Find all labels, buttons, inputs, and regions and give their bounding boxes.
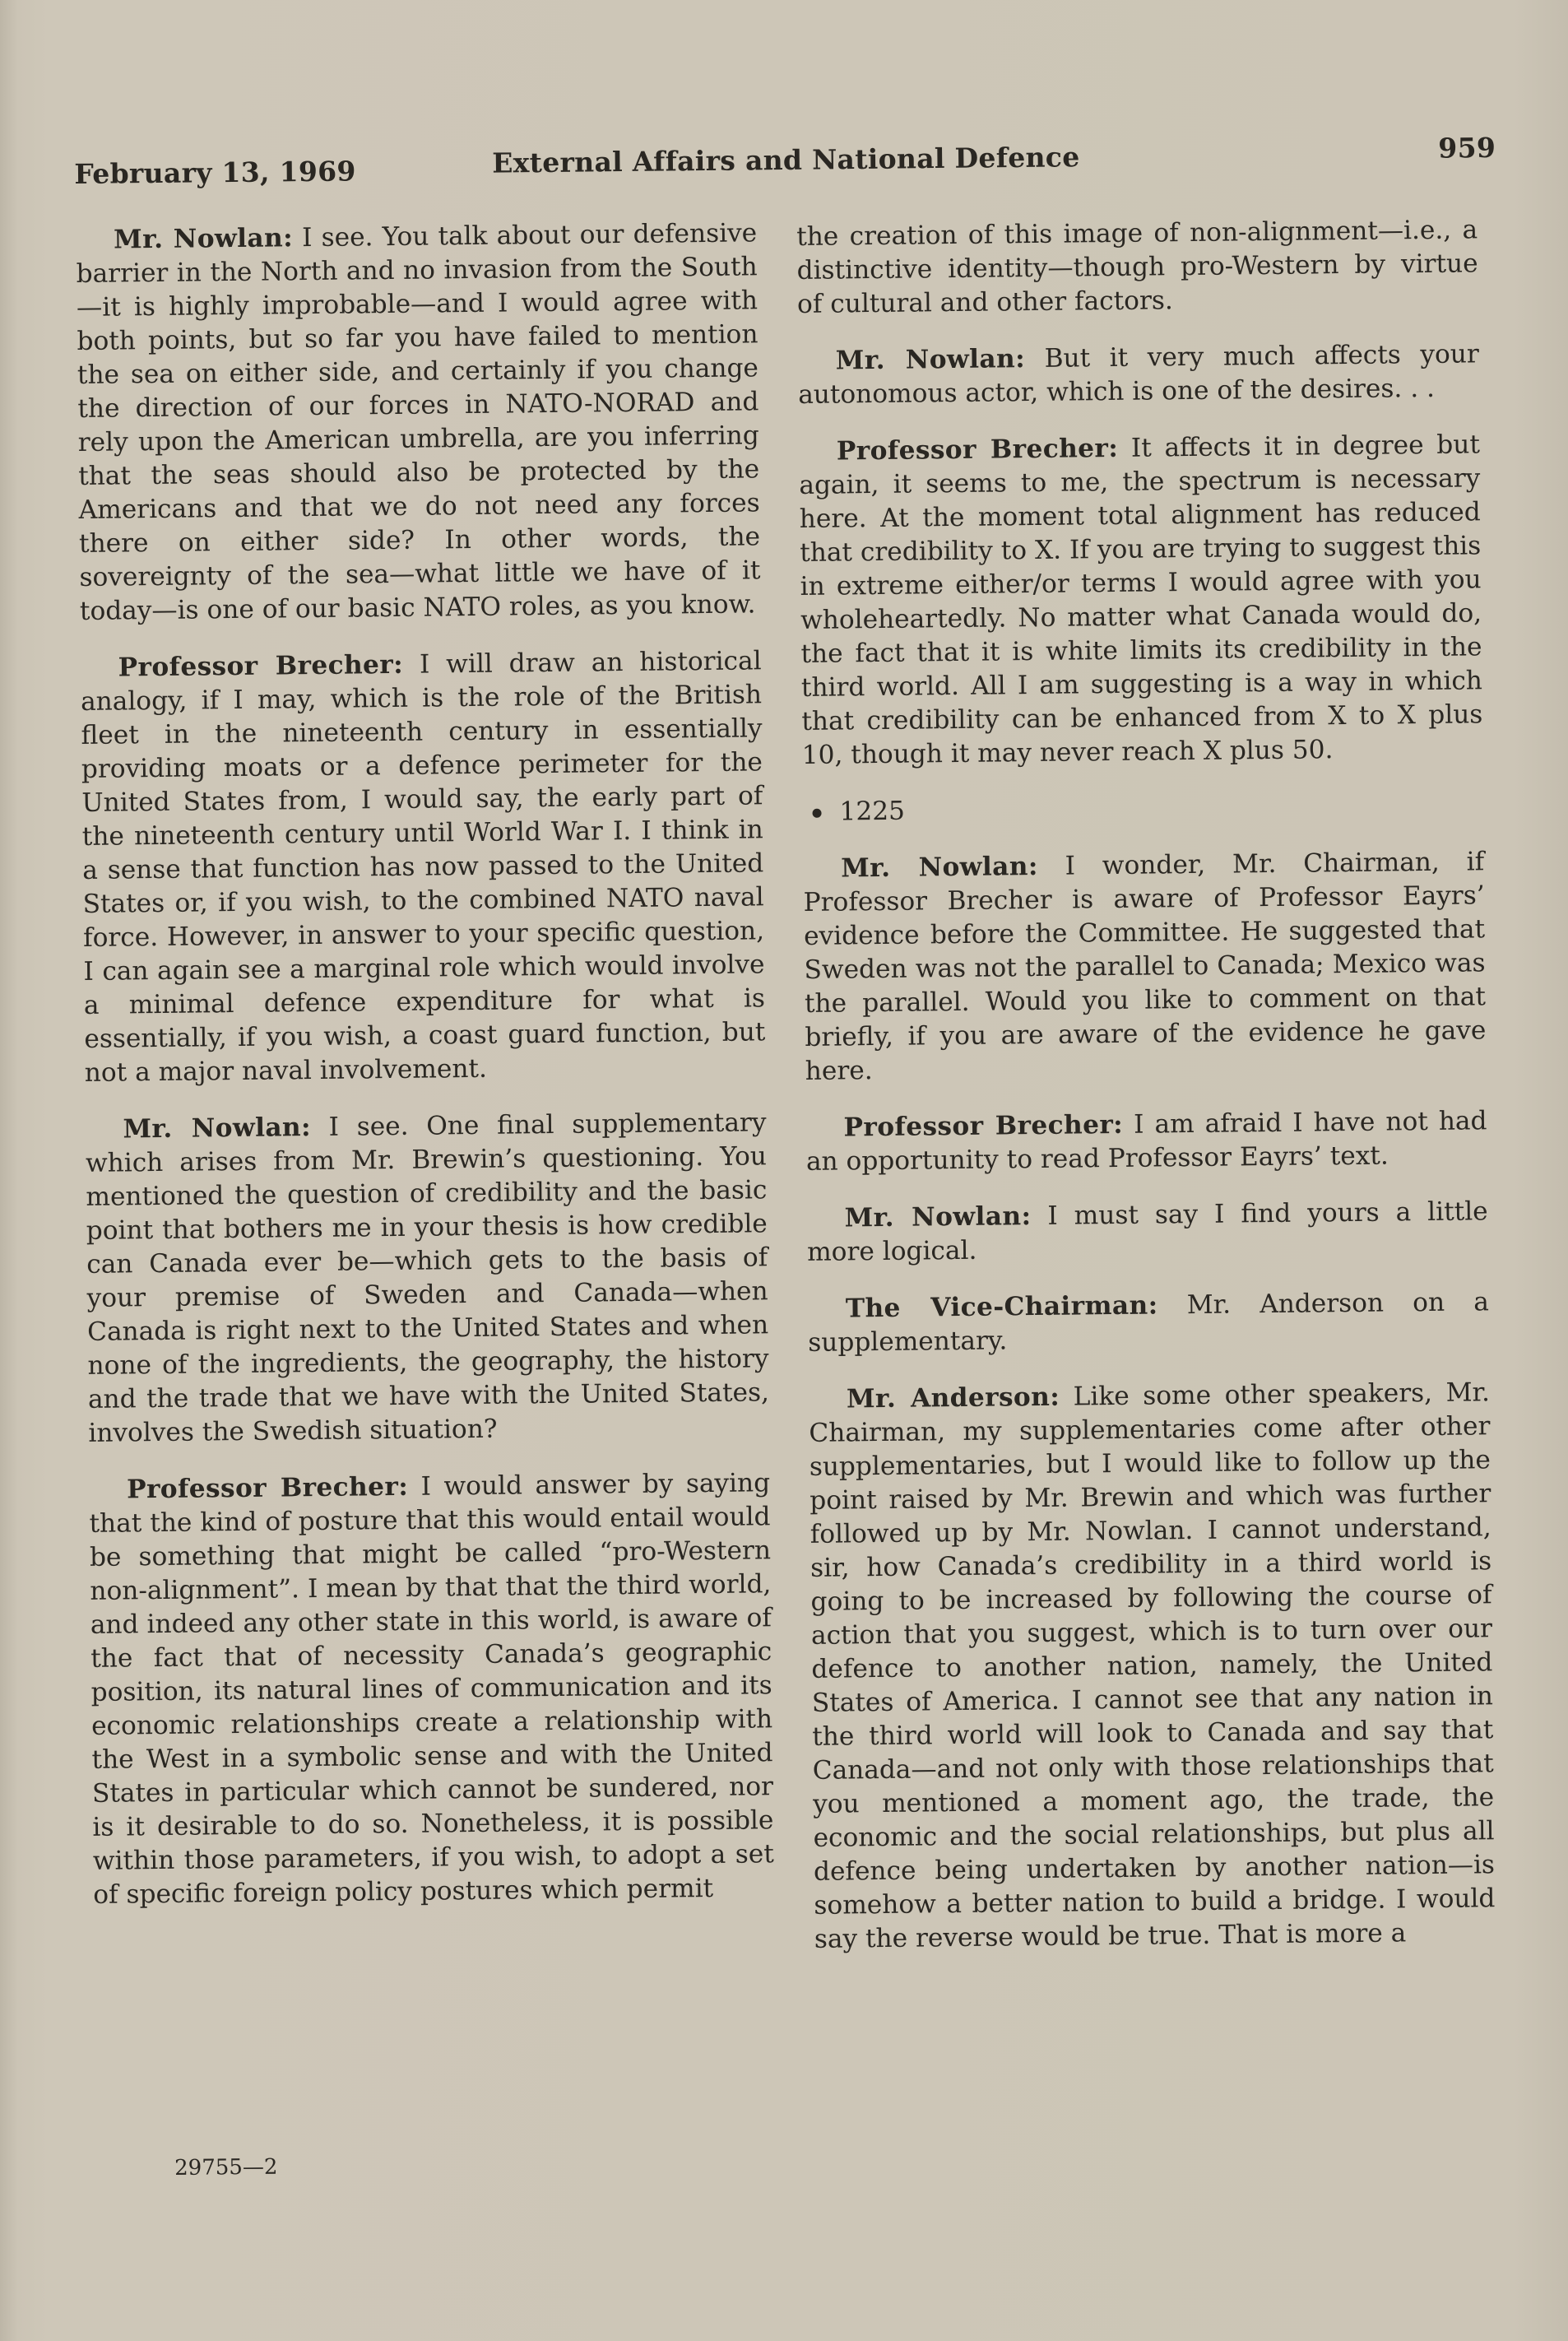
paragraph	[806, 1195, 1488, 1270]
time-marker	[812, 788, 1483, 829]
paragraph	[809, 1376, 1496, 1957]
paragraph-text: Like some other speakers, Mr. Chairman, my supplementaries come after other supplementaries, but I would like to follow up the point raised by Mr. Brewin and which was further followed up by Mr. Nowlan. I cannot understand, sir, how Canada’s credibility in a third world is going to be increased by following the course of action that you suggest, which is to turn over our defence to another nation, namely, the United States of America. I cannot see that any nation in the third world will look to Canada and say that Canada—and not only with those relationships that you mentioned a moment ago, the trade, the economic and the social relationships, but plus all defence being undertaken by another nation—is somehow a better nation to build a bridge. I would say the reverse would be true. That is more a	[809, 1377, 1496, 1954]
paragraph-text: But it very much affects your autonomous actor, which is one of the desires. . .	[798, 339, 1479, 410]
right-column	[796, 213, 1496, 1980]
time-marker-text: 1225	[839, 796, 906, 827]
speaker-name: Mr. Nowlan:	[841, 851, 1038, 884]
paragraph-text: I wonder, Mr. Chairman, if Professor Brecher is aware of Professor Eayrs’ evidence before the Committee. He suggested that Sweden was not the parallel to Canada; Mexico was the parallel. Would you like to comment on that briefly, if you are aware of the evidence he gave here.	[803, 847, 1487, 1086]
paragraph-text: I will draw an historical analogy, if I may, which is the role of the British fleet in the nineteenth century in essentially providing moats or a defence perimeter for the United States from, I would say, the early part of the nineteenth century until World War I. I think in a sense that function has now passed to the United States or, if you wish, to the combined NATO naval force. However, in answer to your specific question, I can again see a marginal role which would involve a minimal defence expenditure for what is essentially, if you wish, a coast guard function, but not a major naval involvement.	[80, 646, 766, 1088]
speaker-name: Professor Brecher:	[118, 649, 404, 683]
running-head	[74, 132, 1498, 196]
paragraph-text: I see. One final supplementary which arises from Mr. Brewin’s questioning. You mentioned the question of credibility and the basic point that bothers me in your thesis is how credible can Canada ever be—which gets to the basis of your premise of Sweden and Canada—when Canada is right next to the United States and when none of the ingredients, the geography, the history and the trade that we have with the United States, involves the Swedish situation?	[85, 1108, 770, 1448]
continuation-paragraph: the creation of this image of non-alignment—i.e., a distinctive identity—though pro-Western by virtue of cultural and other factors.	[796, 215, 1478, 319]
header-date: February 13, 1969	[74, 155, 356, 190]
left-column	[76, 216, 775, 1935]
header-title: External Affairs and National Defence	[492, 141, 1080, 179]
speaker-name: Mr. Nowlan:	[123, 1112, 312, 1145]
paragraph	[76, 216, 761, 629]
paragraph	[80, 644, 766, 1090]
footer-code: 29755—2	[174, 2154, 278, 2181]
speaker-name: Professor Brecher:	[843, 1109, 1124, 1143]
paragraph	[85, 1106, 769, 1451]
paragraph	[808, 1285, 1490, 1360]
speaker-name: Mr. Nowlan:	[844, 1201, 1032, 1233]
page-number: 959	[1438, 131, 1496, 165]
paragraph-text: I am afraid I have not had an opportunity to read Professor Eayrs’ text.	[805, 1106, 1487, 1177]
speaker-name: The Vice-Chairman:	[845, 1290, 1158, 1324]
paragraph-text: I would answer by saying that the kind of posture that this would entail would be something that might be called “pro-Western non-alignment”. I mean by that that the third world, and indeed any other state in this world, is aware of the fact that of necessity Canada’s geographic position, its natural lines of communication and its economic relationships create a relationship with the West in a symbolic sense and with the United States in particular which cannot be sundered, nor is it desirable to do so. Nonetheless, it is possible within those parameters, if you wish, to adopt a set of specific foreign policy postures which permit	[89, 1468, 774, 1910]
bullet-icon	[812, 809, 821, 818]
speaker-name: Professor Brecher:	[836, 433, 1119, 467]
paragraph	[805, 1104, 1487, 1179]
paragraph	[798, 337, 1480, 412]
paragraph-text: Mr. Anderson on a supplementary.	[808, 1287, 1489, 1358]
paragraph	[803, 845, 1487, 1089]
paragraph-text: I must say I find yours a little more logical.	[806, 1196, 1488, 1267]
paragraph-text: I see. You talk about our defensive barrier in the North and no invasion from the South—it is highly improbable—and I would agree with both points, but so far you have failed to mention the sea on either side, and certainly if you change the direction of our forces in NATO-NORAD and rely upon the American umbrella, are you inferring that the seas should also be protected by the Americans and that we do not need any forces there on either side? In other words, the sovereignty of the sea—what little we have of it today—is one of our basic NATO roles, as you know.	[76, 218, 761, 626]
paragraph-text: It affects it in degree but again, it seems to me, the spectrum is necessary here. At the moment total alignment has reduced that credibility to X. If you are trying to suggest this in extreme either/or terms I would agree with you wholeheartedly. No matter what Canada would do, the fact that it is white limits its credibility in the third world. All I am suggesting is a way in which that credibility can be enhanced from X to X plus 10, though it may never reach X plus 50.	[799, 430, 1483, 770]
speaker-name: Professor Brecher:	[126, 1471, 409, 1505]
paragraph	[89, 1466, 775, 1912]
speaker-name: Mr. Nowlan:	[835, 344, 1026, 376]
speaker-name: Mr. Anderson:	[846, 1382, 1060, 1414]
speaker-name: Mr. Nowlan:	[114, 223, 294, 255]
paragraph	[799, 428, 1483, 773]
